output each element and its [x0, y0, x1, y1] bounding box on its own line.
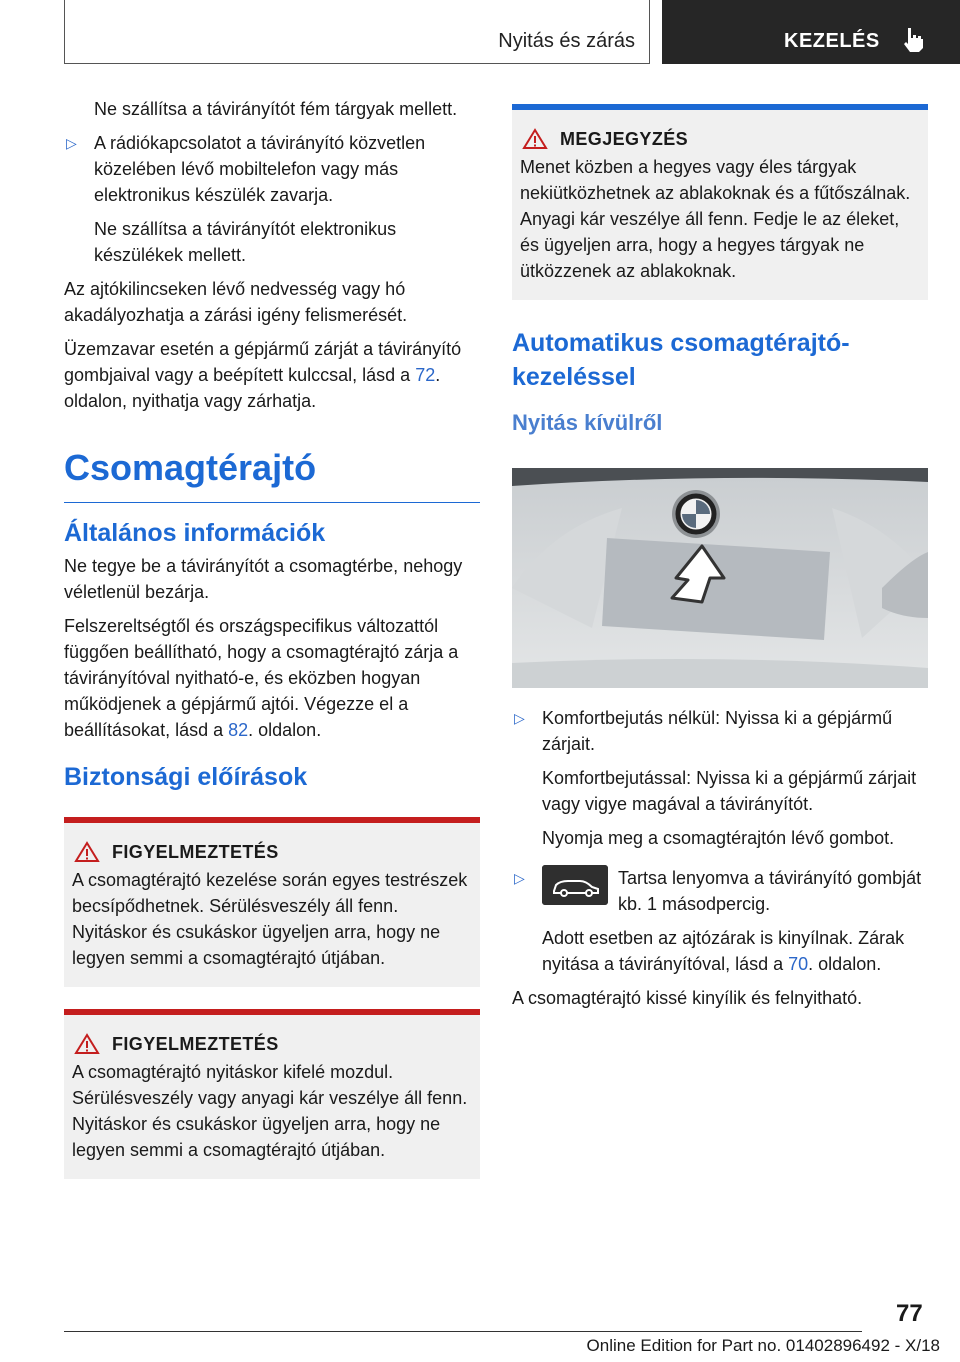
header-section-title: Nyitás és zárás	[498, 30, 635, 52]
hand-pointer-icon	[898, 24, 928, 54]
warning-title-text: FIGYELMEZTETÉS	[112, 842, 279, 862]
list-item-text: Tartsa lenyomva a távirányító gombját kb. 1 másodpercig.	[618, 868, 922, 914]
car-trunk-button-icon	[542, 865, 608, 905]
warning-text: A csomagtérajtó nyitáskor kifelé mozdul. Sérülésveszély vagy anyagi kár veszélye áll fenn. Nyitáskor és csukáskor ügyeljen arra, hogy ne legyen semmi a csomagtérajtó útjában.	[72, 1062, 468, 1160]
section-heading: Csomagtérajtó	[64, 447, 317, 488]
heading-rule	[64, 502, 480, 503]
paragraph	[64, 613, 480, 743]
caution-triangle-icon	[522, 128, 548, 150]
footer-rule	[64, 1331, 862, 1332]
paragraph: Ne szállítsa a távirányítót elektronikus készülékek mellett.	[94, 219, 397, 265]
text: . oldalon, nyithatja vagy zárhatja.	[64, 365, 441, 411]
bullet-triangle-icon: ▷	[514, 710, 525, 726]
tailgate-photo	[512, 468, 928, 688]
note-title	[520, 126, 920, 152]
list-item-text: A rádiókapcsolatot a távirányító közvetlen közelében lévő mobiltelefon vagy más elektronikus készülék zavarja.	[94, 133, 426, 205]
page-link-72[interactable]: 72	[415, 365, 436, 385]
header-chapter-tab	[662, 0, 960, 64]
subsection-heading: Nyitás kívülről	[512, 410, 663, 435]
note-title-text: MEGJEGYZÉS	[560, 129, 689, 149]
warning-title-text: FIGYELMEZTETÉS	[112, 1034, 279, 1054]
header-chapter-label: KEZELÉS	[784, 30, 880, 52]
page-link-70[interactable]: 70	[788, 954, 809, 974]
key-instruction-row	[542, 865, 928, 917]
bullet-triangle-icon: ▷	[66, 135, 77, 151]
warning-triangle-icon	[74, 1033, 100, 1055]
right-column	[512, 104, 928, 1019]
header-section-box	[64, 0, 650, 64]
list-item-text: Komfortbejutás nélkül: Nyissa ki a gépjármű zárjait.	[542, 708, 893, 754]
warning-title	[72, 839, 472, 865]
note-box	[512, 104, 928, 300]
text: Adott esetben az ajtózárak is kinyílnak. Zárak nyitása a távirányítóval, lásd a	[542, 928, 905, 974]
text: Üzemzavar esetén a gépjármű zárját a távirányító gombjaival vagy a beépített kulccsal, lásd a	[64, 339, 462, 385]
text: . oldalon.	[808, 954, 882, 974]
list-item	[512, 705, 928, 757]
text: Felszereltségtől és országspecifikus változattól függően beállítható, hogy a csomagtérajtó zárja a távirányítóval nyitható-e, és eközben hogyan működjenek a gépjármű ajtói. Végezze el a beállításokat, lásd a	[64, 616, 459, 740]
paragraph: Ne tegye be a távirányítót a csomagtérbe, nehogy véletlenül bezárja.	[64, 556, 463, 602]
section-heading: Automatikus csomagtérajtó-kezeléssel	[512, 329, 850, 391]
subsection-heading: Biztonsági előírások	[64, 763, 308, 791]
left-column	[64, 96, 480, 1199]
note-text: Menet közben a hegyes vagy éles tárgyak nekiütközhetnek az ablakoknak és a fűtőszálnak. Anyagi kár veszélye áll fenn. Fedje le az éleket, és ügyeljen arra, hogy a hegyes tárgyak ne ütközzenek az ablakoknak.	[520, 157, 911, 281]
page-link-82[interactable]: 82	[228, 720, 249, 740]
bullet-triangle-icon: ▷	[514, 870, 525, 886]
warning-title	[72, 1031, 472, 1057]
paragraph	[512, 925, 928, 977]
list-item	[64, 130, 480, 208]
footer-edition: Online Edition for Part no. 01402896492 - X/18	[586, 1336, 940, 1355]
warning-box	[64, 1009, 480, 1179]
text: . oldalon.	[248, 720, 322, 740]
paragraph: A csomagtérajtó kissé kinyílik és felnyitható.	[512, 988, 863, 1008]
list-item	[512, 865, 928, 917]
paragraph: Az ajtókilincseken lévő nedvesség vagy hó akadályozhatja a zárási igény felismerését.	[64, 279, 408, 325]
paragraph: Nyomja meg a csomagtérajtón lévő gombot.	[542, 828, 895, 848]
warning-box	[64, 817, 480, 987]
subsection-heading: Általános információk	[64, 519, 326, 547]
page-number: 77	[896, 1300, 923, 1327]
warning-triangle-icon	[74, 841, 100, 863]
paragraph	[64, 336, 480, 414]
paragraph: Komfortbejutással: Nyissa ki a gépjármű zárjait vagy vigye magával a távirányítót.	[542, 768, 917, 814]
warning-text: A csomagtérajtó kezelése során egyes testrészek becsípődhetnek. Sérülésveszély áll fenn. Nyitáskor és csukáskor ügyeljen arra, hogy ne legyen semmi a csomagtérajtó útjában.	[72, 870, 468, 968]
paragraph: Ne szállítsa a távirányítót fém tárgyak mellett.	[94, 99, 458, 119]
